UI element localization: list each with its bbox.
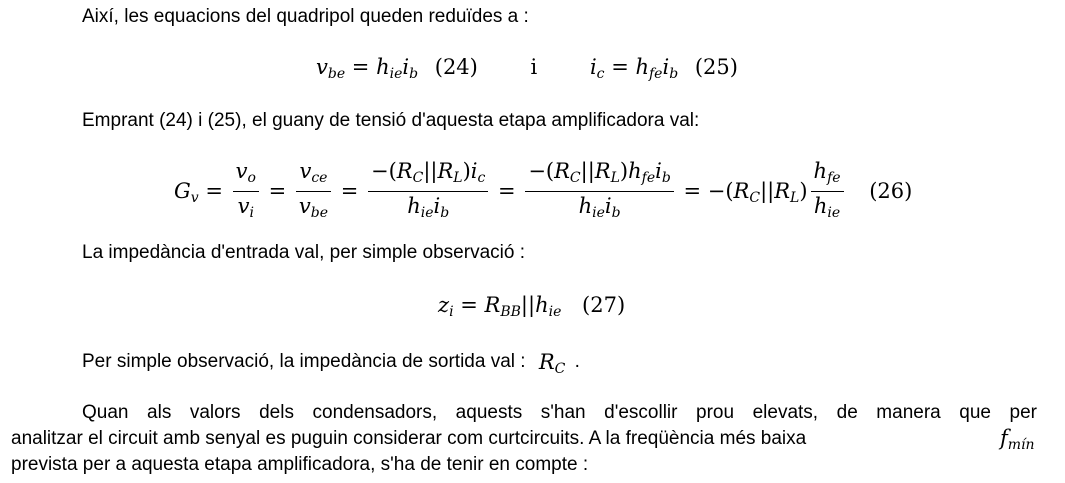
output-impedance-symbol: $R_C$ bbox=[538, 350, 566, 377]
equation-27-tag: (27) bbox=[582, 293, 626, 317]
conjunction-i: i bbox=[530, 55, 538, 79]
equation-26-voltage-gain: $G_v$ = $\frac{v_o}{v_i}$ = $\frac{v_{ce}}{v_{be}}$ = $\frac{-(R_C||R_L)i_c}{h_{ie}i_b}$ = $\frac{-(R_C||R_L)h_{fe}i_b}{h_{ie}i_b}$ = $-(R_C||R_L)$ $\frac{h_{fe}}{h_{ie}}$ (26) bbox=[174, 159, 913, 221]
output-impedance-text: Per simple observació, la impedància de sortida val : bbox=[82, 351, 526, 372]
equation-27-input-impedance: $z_i = R_{BB}||h_{ie}$ (27) bbox=[438, 293, 626, 320]
paragraph-capacitors-line-3: prevista per a aquesta etapa amplificadora, s'ha de tenir en compte : bbox=[11, 454, 589, 475]
paragraph-input-impedance: La impedància d'entrada val, per simple observació : bbox=[82, 242, 525, 263]
paragraph-capacitors-line-2: analitzar el circuit amb senyal es puguin considerar com curtcircuits. A la freqüència més baixa bbox=[11, 428, 807, 449]
output-impedance-period: . bbox=[574, 351, 580, 372]
equation-24-25: $v_{be} = h_{ie}i_b$ (24) i $i_c = h_{fe}i_b$ (25) bbox=[316, 55, 738, 82]
paragraph-quadripol-intro: Així, les equacions del quadripol queden reduïdes a : bbox=[82, 6, 529, 27]
equation-26-tag: (26) bbox=[869, 179, 913, 203]
paragraph-capacitors-line-1: Quan als valors dels condensadors, aquests s'han d'escollir prou elevats, de manera que per bbox=[82, 402, 1037, 423]
equation-24-tag: (24) bbox=[434, 55, 478, 79]
paragraph-output-impedance bbox=[82, 349, 580, 378]
paragraph-voltage-gain-intro: Emprant (24) i (25), el guany de tensió d'aquesta etapa amplificadora val: bbox=[82, 110, 700, 131]
frequency-min-symbol: $f_{mín}$ bbox=[1000, 426, 1035, 453]
equation-25-tag: (25) bbox=[694, 55, 738, 79]
